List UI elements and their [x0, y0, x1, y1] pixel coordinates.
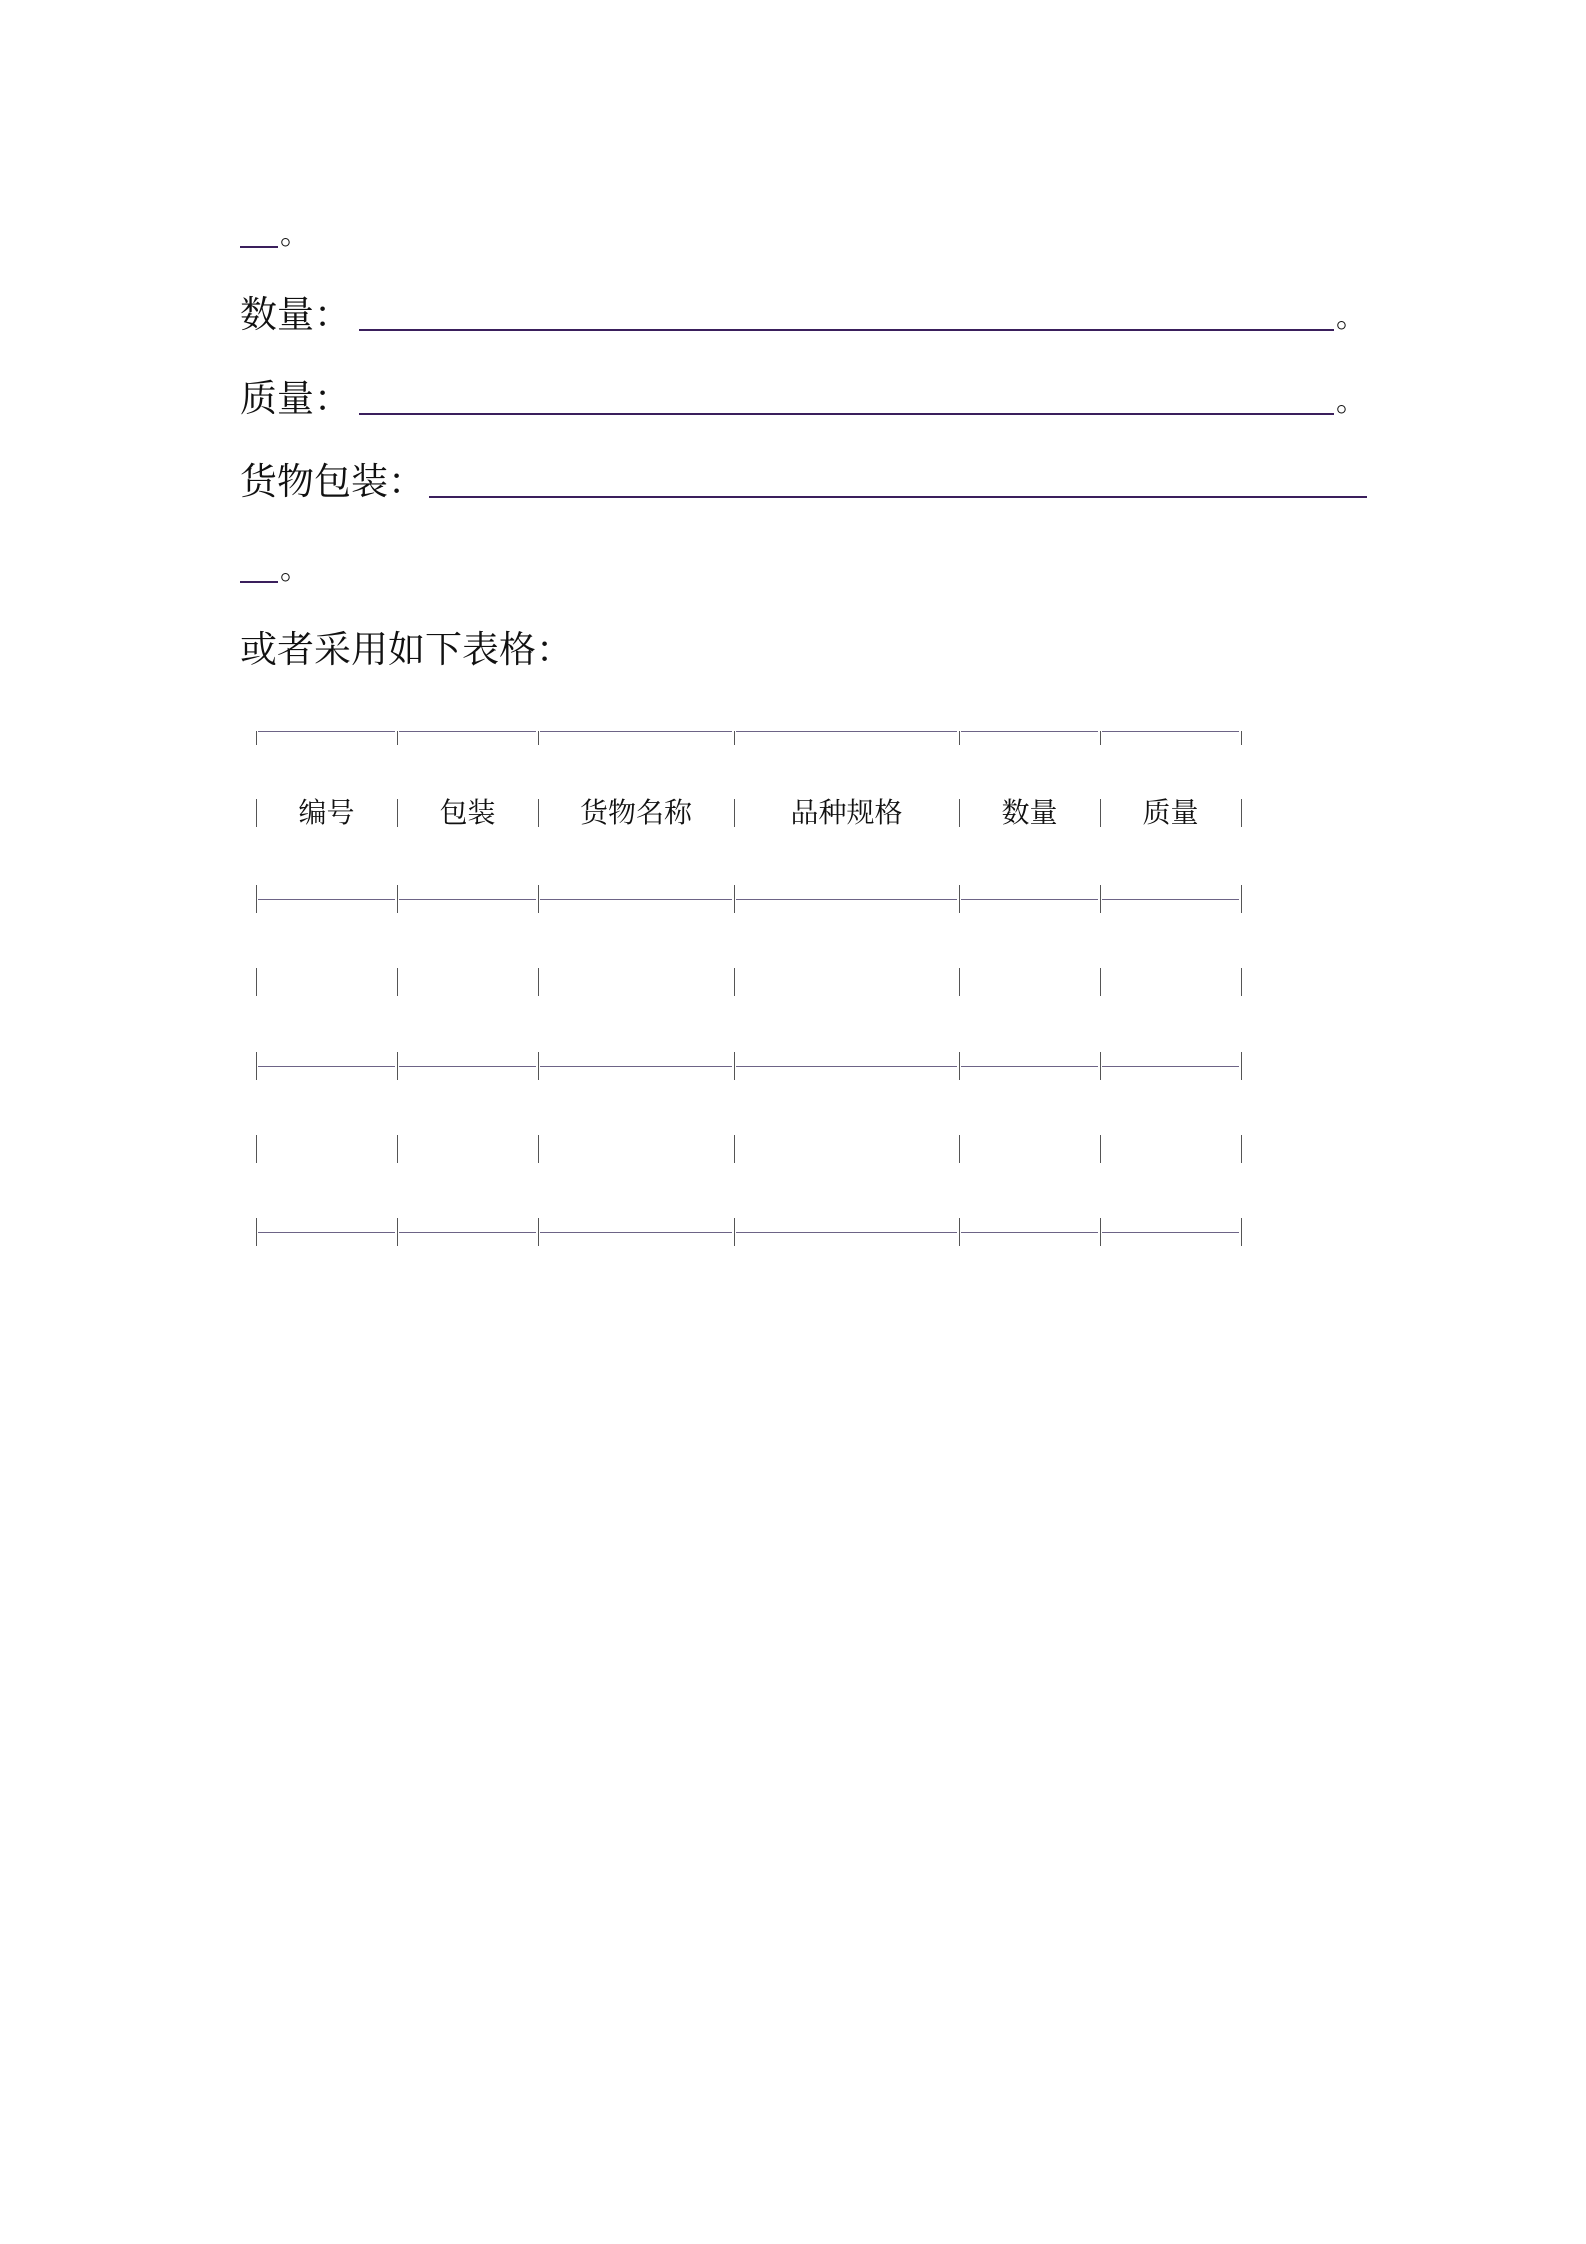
table-row-rule [540, 1066, 732, 1067]
table-rule-tick [734, 885, 735, 913]
table-row-rule [540, 899, 732, 900]
table-top-rule [258, 731, 395, 732]
continuation-line [240, 200, 310, 250]
table-row-rule [961, 899, 1098, 900]
packaging-continuation-period: 。 [280, 552, 310, 587]
table-rule-tick [1241, 731, 1242, 745]
table-row-rule [961, 1066, 1098, 1067]
table-cell-separator [1241, 1135, 1242, 1163]
table-rule-tick [397, 885, 398, 913]
quantity-period: 。 [1336, 300, 1366, 335]
table-rule-tick [734, 1218, 735, 1246]
quality-line [240, 367, 1366, 420]
table-intro [240, 618, 573, 671]
quantity-line [240, 283, 1366, 336]
table-row-rule [736, 1066, 957, 1067]
table-rule-tick [959, 885, 960, 913]
table-body-cell[interactable] [959, 1129, 1100, 1169]
table-rule-tick [397, 1052, 398, 1080]
table-row-rule [258, 1066, 395, 1067]
table-row-rule [736, 1232, 957, 1233]
table-cell-separator [1241, 799, 1242, 827]
table-row-rule [1102, 899, 1239, 900]
quantity-label: 数量： [240, 293, 351, 336]
table-rule-tick [734, 1052, 735, 1080]
table-rule-tick [538, 885, 539, 913]
table-row-rule [961, 1232, 1098, 1233]
table-intro-text: 或者采用如下表格： [240, 628, 573, 671]
table-top-rule [736, 731, 957, 732]
table-rule-tick [1241, 1052, 1242, 1080]
packaging-continuation-line [240, 535, 310, 585]
packaging-continuation-blank[interactable] [240, 579, 278, 583]
table-header-cell: 包装 [439, 796, 496, 829]
continuation-blank[interactable] [240, 244, 278, 248]
table-row-rule [258, 899, 395, 900]
table-rule-tick [1100, 885, 1101, 913]
quantity-blank[interactable] [359, 327, 1334, 331]
table-row-rule [399, 1066, 536, 1067]
table-body-cell[interactable] [734, 1129, 959, 1169]
table-rule-tick [256, 1218, 257, 1246]
table-rule-tick [397, 731, 398, 745]
table-body-cell[interactable] [397, 962, 538, 1002]
quality-period: 。 [1336, 384, 1366, 419]
table-rule-tick [959, 1218, 960, 1246]
table-top-rule [540, 731, 732, 732]
table-body-cell[interactable] [1100, 1129, 1241, 1169]
table-rule-tick [1100, 1218, 1101, 1246]
table-header-cell: 货物名称 [579, 796, 692, 829]
table-top-rule [399, 731, 536, 732]
table-rule-tick [1241, 1218, 1242, 1246]
table-row-rule [399, 899, 536, 900]
table-header-cell: 编号 [298, 796, 355, 829]
table-row-rule [736, 899, 957, 900]
table-rule-tick [538, 731, 539, 745]
table-body-cell[interactable] [734, 962, 959, 1002]
table-row-rule [1102, 1232, 1239, 1233]
table-rule-tick [959, 1052, 960, 1080]
table-row-rule [1102, 1066, 1239, 1067]
packaging-line [240, 450, 1367, 503]
goods-table [256, 727, 1244, 1247]
quality-label: 质量： [240, 377, 351, 420]
packaging-blank[interactable] [429, 494, 1367, 498]
packaging-label: 货物包装： [240, 460, 425, 503]
table-body-cell[interactable] [538, 1129, 734, 1169]
table-rule-tick [734, 731, 735, 745]
table-rule-tick [1241, 885, 1242, 913]
table-header-cell: 品种规格 [790, 796, 903, 829]
table-row-rule [399, 1232, 536, 1233]
table-rule-tick [538, 1218, 539, 1246]
table-body-cell[interactable] [397, 1129, 538, 1169]
table-body-cell[interactable] [256, 962, 397, 1002]
table-body-cell[interactable] [1100, 962, 1241, 1002]
quality-blank[interactable] [359, 411, 1334, 415]
table-body-cell[interactable] [256, 1129, 397, 1169]
table-top-rule [961, 731, 1098, 732]
table-rule-tick [256, 731, 257, 745]
table-body-cell[interactable] [959, 962, 1100, 1002]
table-rule-tick [397, 1218, 398, 1246]
continuation-period: 。 [280, 217, 310, 252]
table-rule-tick [959, 731, 960, 745]
table-rule-tick [1100, 1052, 1101, 1080]
table-rule-tick [1100, 731, 1101, 745]
table-row-rule [258, 1232, 395, 1233]
table-row-rule [540, 1232, 732, 1233]
table-header-cell: 质量 [1142, 796, 1199, 829]
table-cell-separator [1241, 968, 1242, 996]
table-top-rule [1102, 731, 1239, 732]
table-rule-tick [256, 885, 257, 913]
table-rule-tick [538, 1052, 539, 1080]
table-rule-tick [256, 1052, 257, 1080]
table-body-cell[interactable] [538, 962, 734, 1002]
table-header-cell: 数量 [1001, 796, 1058, 829]
